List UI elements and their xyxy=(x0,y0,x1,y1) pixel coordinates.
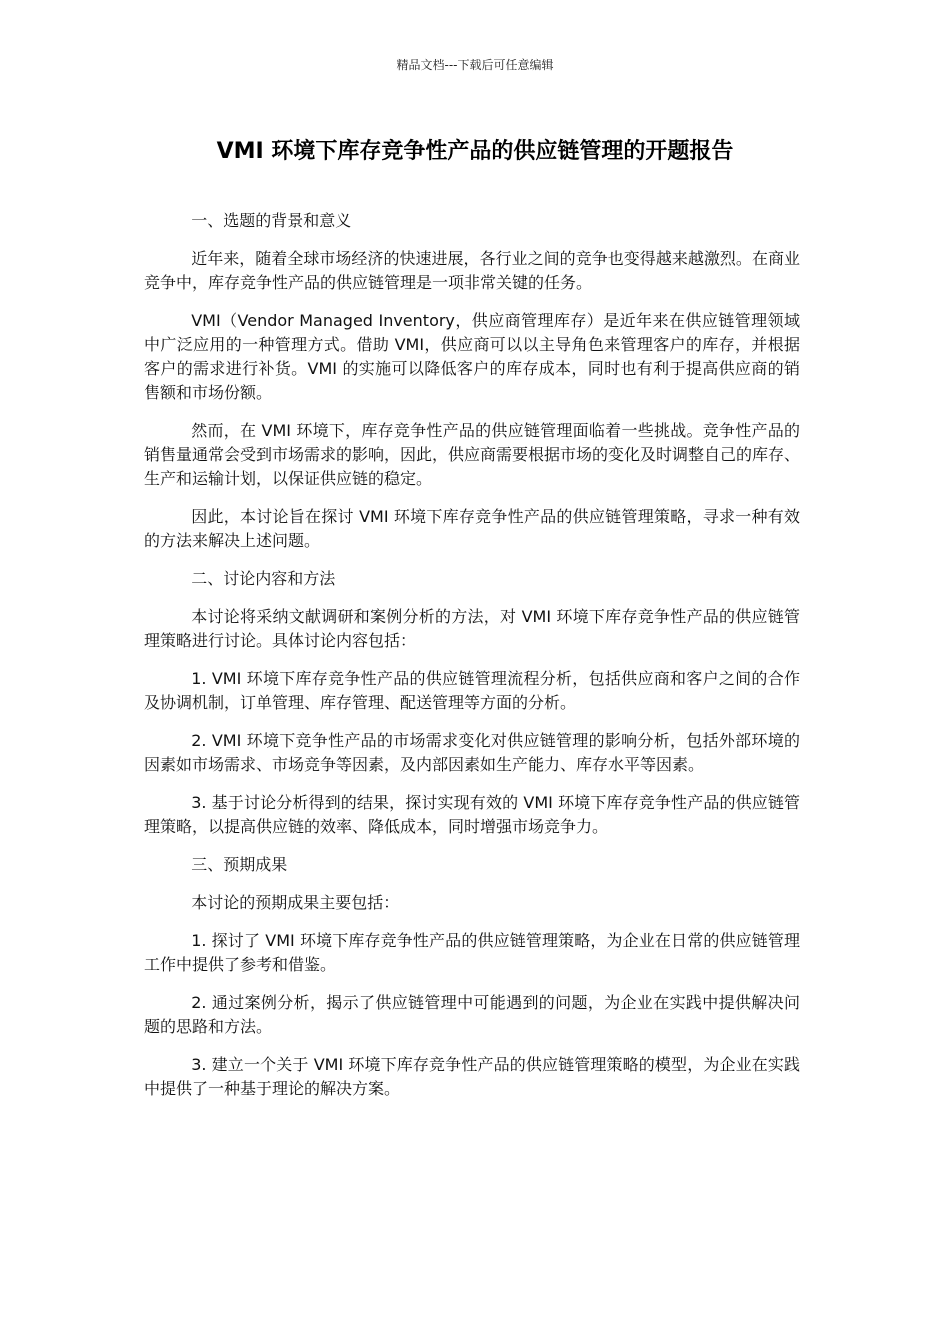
section-heading-background: 一、选题的背景和意义 xyxy=(191,211,352,230)
paragraph: 近年来，随着全球市场经济的快速进展，各行业之间的竞争也变得越来越激烈。在商业竞争中，库存竞争性产品的供应链管理是一项非常关键的任务。 xyxy=(144,249,800,292)
paragraph: 本讨论的预期成果主要包括： xyxy=(191,893,400,912)
list-item: 2. VMI 环境下竞争性产品的市场需求变化对供应链管理的影响分析，包括外部环境的因素如市场需求、市场竞争等因素，及内部因素如生产能力、库存水平等因素。 xyxy=(144,731,800,774)
section-heading-content-method: 二、讨论内容和方法 xyxy=(191,569,336,588)
document-title: VMI 环境下库存竞争性产品的供应链管理的开题报告 xyxy=(216,139,734,164)
list-item: 2. 通过案例分析，揭示了供应链管理中可能遇到的问题，为企业在实践中提供解决问题的思路和方法。 xyxy=(144,993,800,1036)
paragraph: 因此，本讨论旨在探讨 VMI 环境下库存竞争性产品的供应链管理策略，寻求一种有效的方法来解决上述问题。 xyxy=(144,507,800,550)
section-heading-expected-results: 三、预期成果 xyxy=(191,855,288,874)
paragraph: 本讨论将采纳文献调研和案例分析的方法，对 VMI 环境下库存竞争性产品的供应链管理策略进行讨论。具体讨论内容包括： xyxy=(144,607,800,650)
list-item: 1. VMI 环境下库存竞争性产品的供应链管理流程分析，包括供应商和客户之间的合作及协调机制，订单管理、库存管理、配送管理等方面的分析。 xyxy=(144,669,800,712)
header-note: 精品文档---下载后可任意编辑 xyxy=(396,58,554,72)
list-item: 3. 基于讨论分析得到的结果，探讨实现有效的 VMI 环境下库存竞争性产品的供应链管理策略，以提高供应链的效率、降低成本，同时增强市场竞争力。 xyxy=(144,793,800,836)
document-body xyxy=(144,209,800,1115)
list-item: 1. 探讨了 VMI 环境下库存竞争性产品的供应链管理策略，为企业在日常的供应链管理工作中提供了参考和借鉴。 xyxy=(144,931,800,974)
paragraph: VMI（Vendor Managed Inventory，供应商管理库存）是近年来在供应链管理领域中广泛应用的一种管理方式。借助 VMI，供应商可以以主导角色来管理客户的库存，并根据客户的需求进行补货。VMI 的实施可以降低客户的库存成本，同时也有利于提高供应商的销售额和市场份额。 xyxy=(144,311,800,402)
paragraph: 然而，在 VMI 环境下，库存竞争性产品的供应链管理面临着一些挑战。竞争性产品的销售量通常会受到市场需求的影响，因此，供应商需要根据市场的变化及时调整自己的库存、生产和运输计划，以保证供应链的稳定。 xyxy=(144,421,801,488)
list-item: 3. 建立一个关于 VMI 环境下库存竞争性产品的供应链管理策略的模型，为企业在实践中提供了一种基于理论的解决方案。 xyxy=(144,1055,800,1098)
